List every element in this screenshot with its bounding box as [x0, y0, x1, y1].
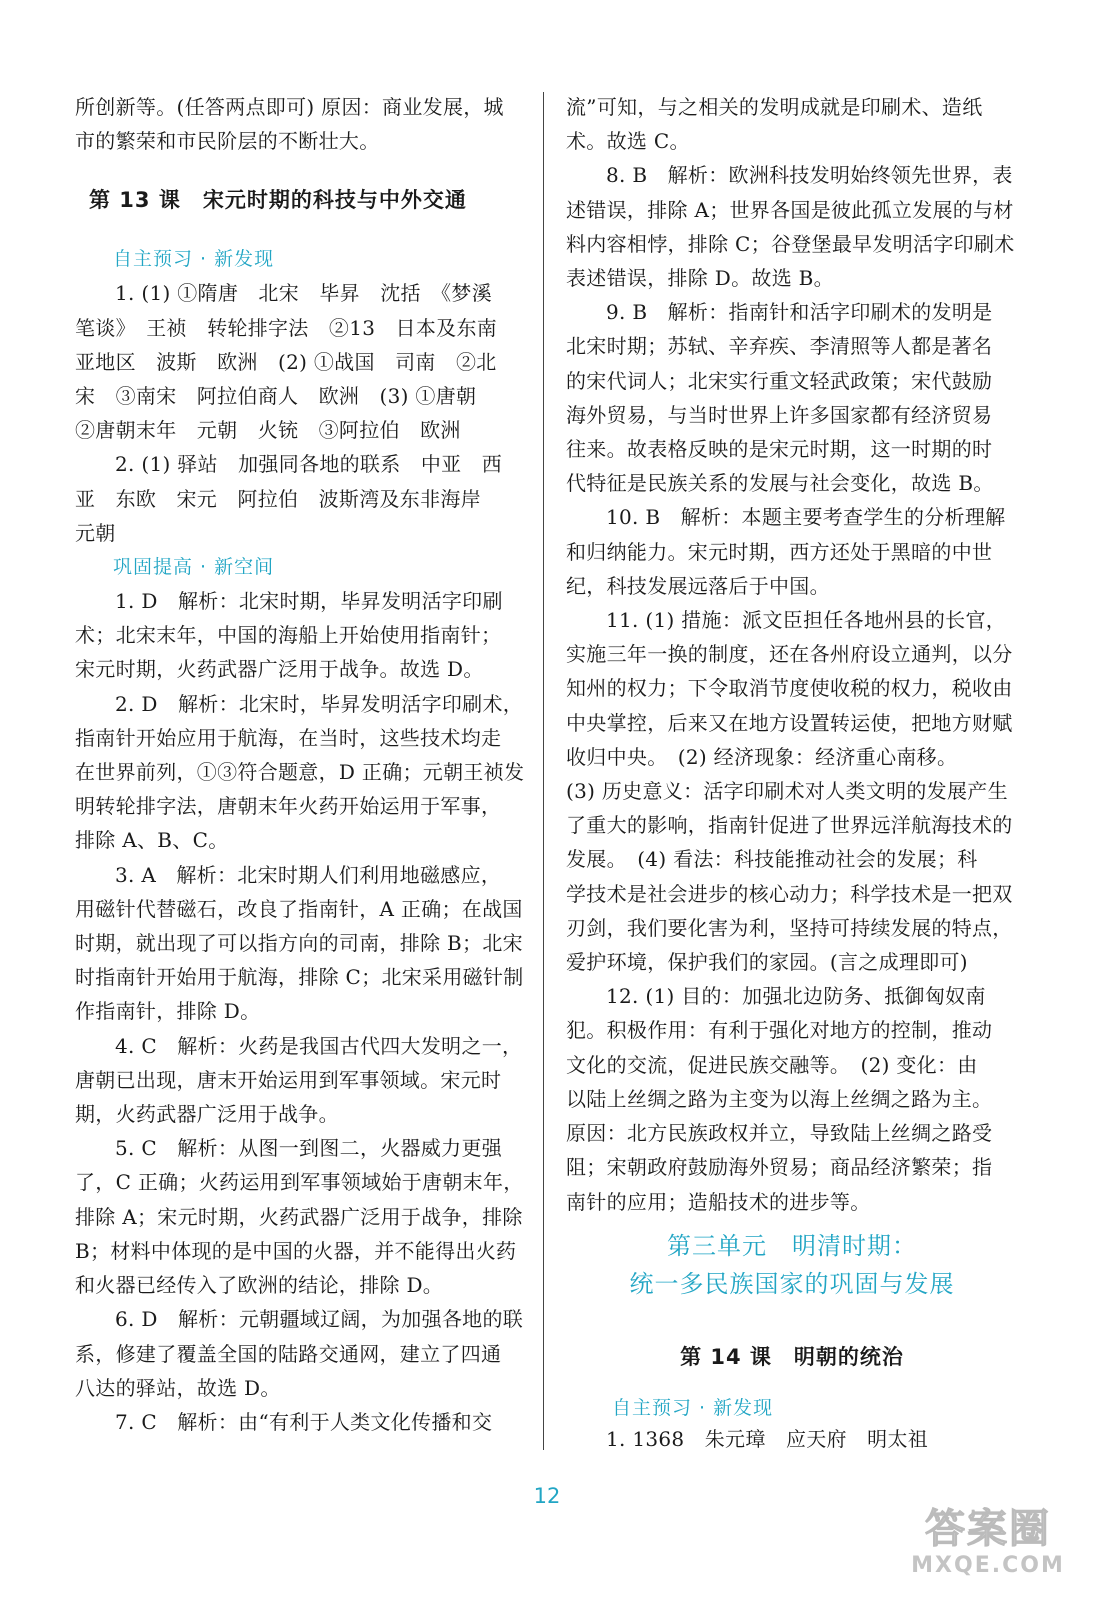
watermark-logo: [898, 1505, 1078, 1593]
answer-line: 6. D 解析：元朝疆域辽阔，为加强各地的联: [115, 1307, 524, 1332]
answer-line: 时期，就出现了可以指方向的司南，排除 B；北宋: [75, 931, 523, 956]
answer-line: 排除 A；宋元时期，火药武器广泛用于战争，排除: [75, 1204, 523, 1229]
answer-line: 排除 A、B、C。: [75, 828, 229, 853]
answer-line: 了重大的影响，指南针促进了世界远洋航海技术的: [566, 813, 1013, 838]
answer-line: 10. B 解析：本题主要考查学生的分析理解: [606, 505, 1006, 530]
watermark-url: MXQE.COM: [911, 1553, 1065, 1578]
answer-line: 中央掌控，后来又在地方设置转运使，把地方财赋: [566, 710, 1013, 735]
answer-line: 2. (1) 驿站 加强同各地的联系 中亚 西: [115, 452, 503, 477]
answer-line: 八达的驿站，故选 D。: [75, 1375, 281, 1400]
unit-subtitle: 统一多民族国家的巩固与发展: [629, 1269, 955, 1298]
answer-line: (3) 历史意义：活字印刷术对人类文明的发展产生: [566, 779, 1008, 804]
answer-line: 文化的交流，促进民族交融等。 (2) 变化：由: [566, 1052, 978, 1077]
answer-line: B；材料中体现的是中国的火器，并不能得出火药: [75, 1238, 517, 1263]
answer-line: 原因：北方民族政权并立，导致陆上丝绸之路受: [566, 1121, 993, 1146]
answer-line: 7. C 解析：由“有利于人类文化传播和交: [115, 1409, 493, 1434]
answer-line: 代特征是民族关系的发展与社会变化，故选 B。: [566, 471, 994, 496]
answer-line: ②唐朝末年 元朝 火铳 ③阿拉伯 欧洲: [75, 418, 461, 443]
paragraph-line: 所创新等。(任答两点即可) 原因：商业发展，城: [75, 95, 504, 119]
right-column: [566, 90, 1018, 1456]
left-column: [75, 90, 527, 1439]
answer-line: 犯。积极作用：有利于强化对地方的控制，推动: [566, 1018, 993, 1043]
paragraph-line: 市的繁荣和市民阶层的不断壮大。: [75, 129, 380, 154]
answer-line: 8. B 解析：欧洲科技发明始终领先世界，表: [606, 163, 1013, 188]
answer-line: 亚地区 波斯 欧洲 (2) ①战国 司南 ②北: [75, 349, 497, 374]
answer-line: 4. C 解析：火药是我国古代四大发明之一，: [115, 1033, 523, 1058]
answer-line: 12. (1) 目的：加强北边防务、抵御匈奴南: [606, 984, 986, 1009]
answer-line: 术。故选 C。: [566, 129, 690, 154]
answer-line: 时指南针开始用于航海，排除 C；北宋采用磁针制: [75, 965, 524, 990]
answer-line: 2. D 解析：北宋时，毕昇发明活字印刷术，: [115, 691, 524, 716]
answer-line: 发展。 (4) 看法：科技能推动社会的发展；科: [566, 847, 978, 872]
answer-line: 9. B 解析：指南针和活字印刷术的发明是: [606, 300, 993, 325]
answer-line: 和归纳能力。宋元时期，西方还处于黑暗的中世: [566, 539, 993, 564]
answer-line: 的宋代词人；北宋实行重文轻武政策；宋代鼓励: [566, 368, 993, 393]
unit-title: 第三单元 明清时期：: [667, 1231, 917, 1260]
answer-line: 期，火药武器广泛用于战争。: [75, 1102, 339, 1127]
answer-line: 元朝: [75, 520, 116, 545]
answer-line: 11. (1) 措施：派文臣担任各地州县的长官，: [606, 608, 1007, 633]
answer-line: 收归中央。 (2) 经济现象：经济重心南移。: [566, 744, 958, 769]
answer-line: 术；北宋末年，中国的海船上开始使用指南针；: [75, 623, 502, 648]
answer-line: 纪，科技发展远落后于中国。: [566, 573, 830, 598]
section-label-preview: 自主预习 · 新发现: [612, 1396, 774, 1419]
answer-line: 1. D 解析：北宋时期，毕昇发明活字印刷: [115, 589, 503, 614]
page-number: 12: [533, 1484, 561, 1508]
answer-line: 宋元时期，火药武器广泛用于战争。故选 D。: [75, 657, 484, 682]
answer-line: 3. A 解析：北宋时期人们利用地磁感应，: [115, 862, 502, 887]
answer-line: 明转轮排字法，唐朝末年火药开始运用于军事，: [75, 794, 502, 819]
answer-line: 在世界前列，①③符合题意，D 正确；元朝王祯发: [75, 760, 525, 785]
answer-line: 表述错误，排除 D。故选 B。: [566, 266, 834, 291]
answer-line: 以陆上丝绸之路为主变为以海上丝绸之路为主。: [566, 1086, 993, 1111]
lesson-14-title: 第 14 课 明朝的统治: [680, 1344, 904, 1369]
answer-line: 和火器已经传入了欧洲的结论，排除 D。: [75, 1273, 444, 1298]
section-label-preview: 自主预习 · 新发现: [113, 248, 275, 271]
answer-line: 北宋时期；苏轼、辛弃疾、李清照等人都是著名: [566, 334, 993, 359]
answer-line: 宋 ③南宋 阿拉伯商人 欧洲 (3) ①唐朝: [75, 384, 477, 409]
column-divider: [543, 92, 544, 1450]
answer-line: 实施三年一换的制度，还在各州府设立通判，以分: [566, 642, 1013, 667]
lesson-13-title: 第 13 课 宋元时期的科技与中外交通: [89, 188, 467, 213]
answer-line: 学技术是社会进步的核心动力；科学技术是一把双: [566, 881, 1013, 906]
answer-line: 流”可知，与之相关的发明成就是印刷术、造纸: [566, 95, 983, 119]
answer-line: 爱护环境，保护我们的家园。(言之成理即可): [566, 950, 968, 975]
answer-line: 述错误，排除 A；世界各国是彼此孤立发展的与材: [566, 197, 1014, 222]
answer-line: 刃剑，我们要化害为利，坚持可持续发展的特点，: [566, 915, 1013, 940]
answer-line: 1. 1368 朱元璋 应天府 明太祖: [606, 1426, 929, 1451]
answer-line: 海外贸易，与当时世界上许多国家都有经济贸易: [566, 402, 993, 427]
answer-line: 往来。故表格反映的是宋元时期，这一时期的时: [566, 437, 993, 462]
answer-line: 用磁针代替磁石，改良了指南针，A 正确；在战国: [75, 896, 523, 921]
answer-line: 阻；宋朝政府鼓励海外贸易；商品经济繁荣；指: [566, 1155, 993, 1180]
answer-line: 唐朝已出现，唐末开始运用到军事领域。宋元时: [75, 1067, 502, 1092]
answer-line: 系，修建了覆盖全国的陆路交通网，建立了四通: [75, 1341, 502, 1366]
watermark-text: 答案圈: [925, 1506, 1051, 1552]
answer-line: 了，C 正确；火药运用到军事领域始于唐朝末年，: [75, 1170, 524, 1195]
answer-line: 1. (1) ①隋唐 北宋 毕昇 沈括 《梦溪: [115, 281, 493, 306]
answer-line: 料内容相悖，排除 C；谷登堡最早发明活字印刷术: [566, 231, 1015, 256]
section-label-consolidate: 巩固提高 · 新空间: [113, 556, 275, 579]
answer-line: 南针的应用；造船技术的进步等。: [566, 1189, 871, 1214]
answer-line: 笔谈》 王祯 转轮排字法 ②13 日本及东南: [75, 315, 498, 340]
answer-line: 亚 东欧 宋元 阿拉伯 波斯湾及东非海岸: [75, 486, 481, 511]
answer-line: 知州的权力；下令取消节度使收税的权力，税收由: [566, 676, 1013, 701]
answer-line: 指南针开始应用于航海，在当时，这些技术均走: [75, 725, 502, 750]
answer-line: 5. C 解析：从图一到图二，火器威力更强: [115, 1136, 503, 1161]
answer-line: 作指南针，排除 D。: [75, 999, 261, 1024]
